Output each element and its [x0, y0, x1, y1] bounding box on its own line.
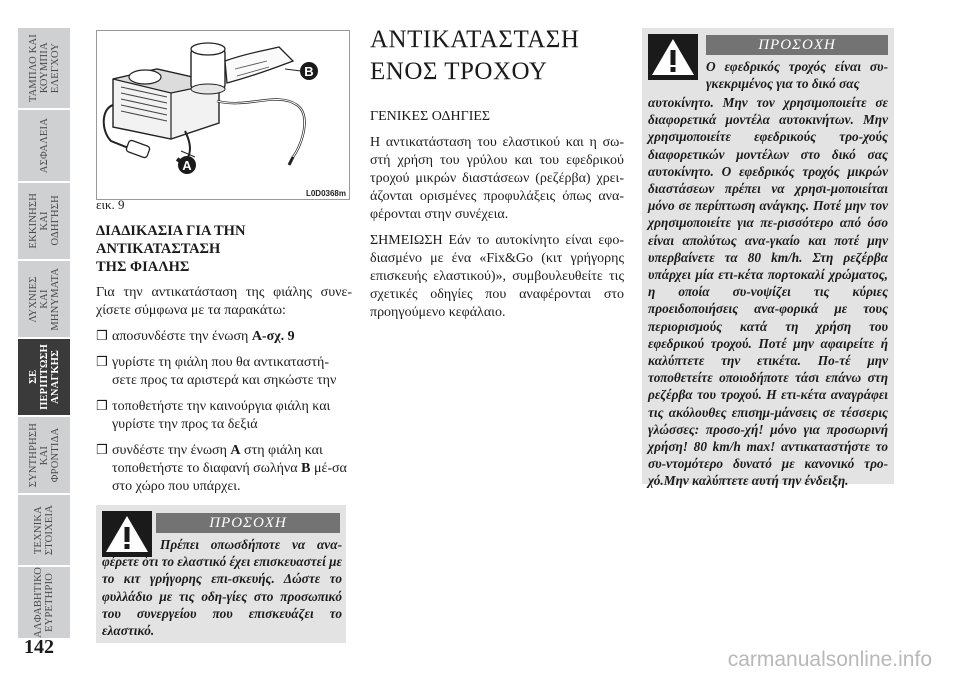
tab-emergency[interactable]: ΣΕ ΠΕΡΙΠΤΩΣΗ ΑΝΑΓΚΗΣ — [18, 339, 70, 417]
paragraph-general: Η αντικατάσταση του ελαστικού και η σω-στή χρήση του γρύλου και του εφεδρικού τροχού μικρών διαστάσεων (ρεζέρβα) χρει-άζονται ορισμένες προφυλάξεις όπως ανα-φέρονται στην συνέχεια. — [370, 135, 624, 222]
intro-paragraph: Για την αντικατάσταση της φιάλης συνε-χίσετε σύμφωνα με τα παρακάτω: — [96, 285, 352, 318]
list-item: ❒ γυρίστε τη φιάλη που θα αντικαταστή-σετε προς τα αριστερά και σηκώστε την — [96, 355, 337, 388]
steps-list — [96, 328, 352, 496]
warning-text-right-top: Ο εφεδρικός τροχός είναι συ-γκεκριμένος για το δικό σας — [706, 59, 888, 92]
chapter-tabs — [18, 28, 70, 640]
checkbox-bullet-icon: ❒ — [96, 443, 108, 458]
tab-dashboard-controls[interactable]: ΤΑΜΠΛΟ ΚΑΙ ΚΟΥΜΠΙΑ ΕΛΕΓΧΟΥ — [18, 28, 70, 110]
warning-triangle-icon — [648, 34, 698, 80]
tab-safety[interactable]: ΑΣΦΑΛΕΙΑ — [18, 110, 70, 183]
list-item: ❒ συνδέστε την ένωση Α στη φιάλη και τοποθετήστε το διαφανή σωλήνα Β μέ-σα στο χώρο που υπάρχει. — [96, 443, 347, 494]
figure-caption: εικ. 9 — [96, 197, 125, 212]
tab-alphabetical-index[interactable]: ΑΛΦΑΒΗΤΙΚΟ ΕΥΡΕΤΗΡΙΟ — [18, 567, 70, 640]
list-item: ❒ τοποθετήστε την καινούργια φιάλη και γυρίστε την προς τα δεξιά — [96, 399, 331, 432]
checkbox-bullet-icon: ❒ — [96, 329, 108, 344]
middle-column — [370, 24, 624, 330]
left-column — [96, 222, 352, 504]
tab-maintenance-care[interactable]: ΣΥΝΤΗΡΗΣΗ ΚΑΙ ΦΡΟΝΤΙΔΑ — [18, 417, 70, 495]
figure-label-a: A — [182, 158, 192, 173]
warning-title: ΠΡΟΣΟΧΗ — [706, 35, 888, 55]
figure-code: L0D0368m — [305, 189, 346, 198]
compressor-illustration — [97, 31, 349, 199]
tab-lights-messages[interactable]: ΛΥΧΝΙΕΣ ΚΑΙ ΜΗΝΥΜΑΤΑ — [18, 261, 70, 339]
list-item: ❒ αποσυνδέστε την ένωση Α-σχ. 9 — [96, 329, 295, 344]
warning-box-left — [96, 505, 346, 643]
warning-text-right: αυτοκίνητο. Μην τον χρησιμοποιείτε σε διαφορετικά μοντέλα αυτοκινήτων. Μην χρησιμοποιείτε εφεδρικούς τρο-χούς διαφορετικών μοντέλων στο δικό σας αυτοκίνητο. Ο εφεδρικός τροχός μικρών διαστάσεων πρέπει να χρησι-μοποιείται μόνο σε περίπτωση ανάγκης. Ποτέ μην τον χρησιμοποιείτε για πε-ρισσότερο από όσο είναι απολύτως ανα-γκαίο και ποτέ μην υπερβαίνετε τα 80 km/h. Στη ρεζέρβα υπάρχει μία ετι-κέτα πορτοκαλί χρώματος, η οποία συ-νοψίζει τις κύριες προειδοποιήσεις ανα-φορικά με τους περιορισμούς κατά τη χρήση του εφεδρικού τροχού. Ποτέ μην αφαιρείτε ή καλύπτετε την ετικέτα. Πο-τέ μην τοποθετείτε οποιοδήποτε τάσι επάνω στη ρεζέρβα του τροχού. Η ετι-κέτα αναγράφει τις ακόλουθες επισημ-μάνσεις σε τέσσερις γλώσσες: προσο-χή! μόνο για προσωρινή χρήση! 80 km/h max! αντικαταστήστε το συ-ντομότερο δυνατό με κανονικό τρο-χό.Μην καλύπτετε αυτή την ένδειξη. — [648, 95, 888, 489]
figure-9 — [96, 30, 350, 200]
tab-starting-driving[interactable]: ΕΚΚΙΝΗΣΗ ΚΑΙ ΟΔΗΓΗΣΗ — [18, 183, 70, 261]
checkbox-bullet-icon: ❒ — [96, 355, 108, 370]
watermark: carmanualsonline.info — [727, 648, 932, 671]
subheading: ΓΕΝΙΚΕΣ ΟΔΗΓΙΕΣ — [370, 109, 491, 124]
warning-text-left: Πρέπει οπωσδήποτε να ανα-φέρετε ότι το ελαστικό έχει επισκευαστεί με το κιτ γρήγορης επι-σκευής. Δώστε το φυλλάδιο με τις οδη-γίες στο προσωπικό του συνεργείου που επισκευάζει το ελαστικό. — [102, 537, 342, 639]
paragraph-note: ΣΗΜΕΙΩΣΗ Εάν το αυτοκίνητο είναι εφο-διασμένο με ένα «Fix&Go (κιτ γρήγορης επισκευής ελαστικού)», συμβουλευθείτε τις σχετικές οδηγίες που αναφέρονται στο προηγούμενο κεφάλαιο. — [370, 233, 624, 320]
section-heading: ΔΙΑΔΙΚΑΣΙΑ ΓΙΑ ΤΗΝ ΑΝΤΙΚΑΤΑΣΤΑΣΗ ΤΗΣ ΦΙΑΛΗΣ — [96, 223, 246, 275]
figure-label-b: B — [304, 64, 314, 79]
checkbox-bullet-icon: ❒ — [96, 399, 108, 414]
warning-box-right — [642, 28, 894, 489]
tab-technical-data[interactable]: ΤΕΧΝΙΚΑ ΣΤΟΙΧΕΙΑ — [18, 495, 70, 567]
warning-title: ΠΡΟΣΟΧΗ — [156, 513, 340, 533]
page-number: 142 — [24, 636, 54, 658]
page-title: ΑΝΤΙΚΑΤΑΣΤΑΣΗ ΕΝΟΣ ΤΡΟΧΟΥ — [370, 26, 580, 85]
